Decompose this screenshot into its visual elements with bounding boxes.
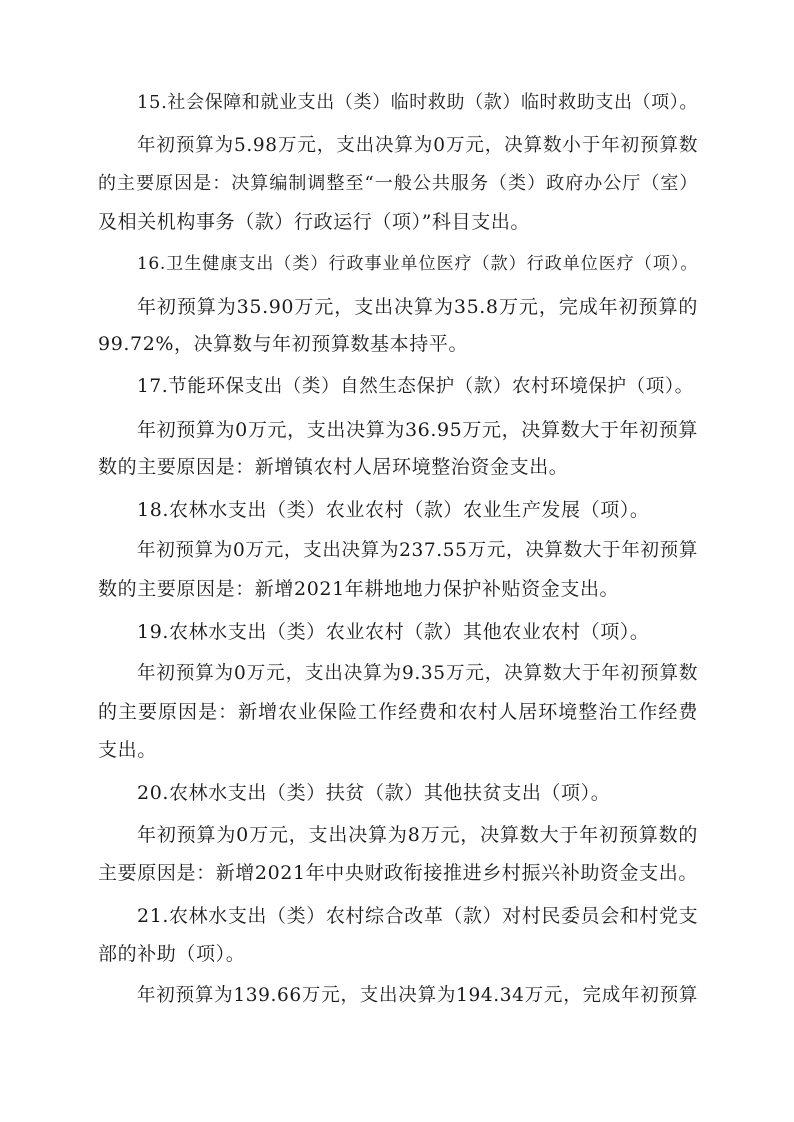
paragraph-line: 支出。 bbox=[98, 739, 157, 761]
paragraph-line: 年初预算为5.98万元，支出决算为0万元，决算数小于年初预算数 bbox=[137, 135, 698, 156]
section-16-heading: 16.卫生健康支出（类）行政事业单位医疗（款）行政单位医疗（项）。 bbox=[137, 254, 698, 274]
section-20-heading: 20.农林水支出（类）扶贫（款）其他扶贫支出（项）。 bbox=[137, 782, 611, 804]
paragraph-line: 的主要原因是：决算编制调整至“一般公共服务（类）政府办公厅（室） bbox=[98, 173, 698, 194]
paragraph-line: 部的补助（项）。 bbox=[98, 943, 246, 965]
section-18-heading: 18.农林水支出（类）农业农村（款）农业生产发展（项）。 bbox=[137, 499, 650, 521]
section-21-heading: 21.农林水支出（类）农村综合改革（款）对村民委员会和村党支 bbox=[137, 905, 699, 927]
section-19-heading: 19.农林水支出（类）农业农村（款）其他农业农村（项）。 bbox=[137, 621, 650, 643]
section-17-heading: 17.节能环保支出（类）自然生态保护（款）农村环境保护（项）。 bbox=[137, 376, 694, 397]
paragraph-line: 年初预算为0万元，支出决算为9.35万元，决算数大于年初预算数 bbox=[137, 663, 698, 684]
paragraph-line: 年初预算为0万元，支出决算为237.55万元，决算数大于年初预算 bbox=[137, 540, 698, 561]
paragraph-line: 99.72%，决算数与年初预算数基本持平。 bbox=[98, 333, 469, 355]
paragraph-line: 年初预算为0万元，支出决算为8万元，决算数大于年初预算数的 bbox=[137, 824, 698, 846]
paragraph-line: 的主要原因是：新增农业保险工作经费和农村人居环境整治工作经费 bbox=[98, 701, 698, 723]
paragraph-line: 及相关机构事务（款）行政运行（项）”科目支出。 bbox=[98, 211, 531, 233]
section-15-heading: 15.社会保障和就业支出（类）临时救助（款）临时救助支出（项）。 bbox=[137, 92, 698, 113]
paragraph-line: 年初预算为139.66万元，支出决算为194.34万元，完成年初预算 bbox=[137, 985, 698, 1006]
paragraph-line: 数的主要原因是：新增镇农村人居环境整治资金支出。 bbox=[98, 456, 569, 478]
paragraph-line: 数的主要原因是：新增2021年耕地地力保护补贴资金支出。 bbox=[98, 578, 620, 600]
paragraph-line: 主要原因是：新增2021年中央财政衔接推进乡村振兴补助资金支出。 bbox=[98, 862, 698, 884]
paragraph-line: 年初预算为35.90万元，支出决算为35.8万元，完成年初预算的 bbox=[137, 296, 698, 318]
paragraph-line: 年初预算为0万元，支出决算为36.95万元，决算数大于年初预算 bbox=[137, 419, 698, 441]
